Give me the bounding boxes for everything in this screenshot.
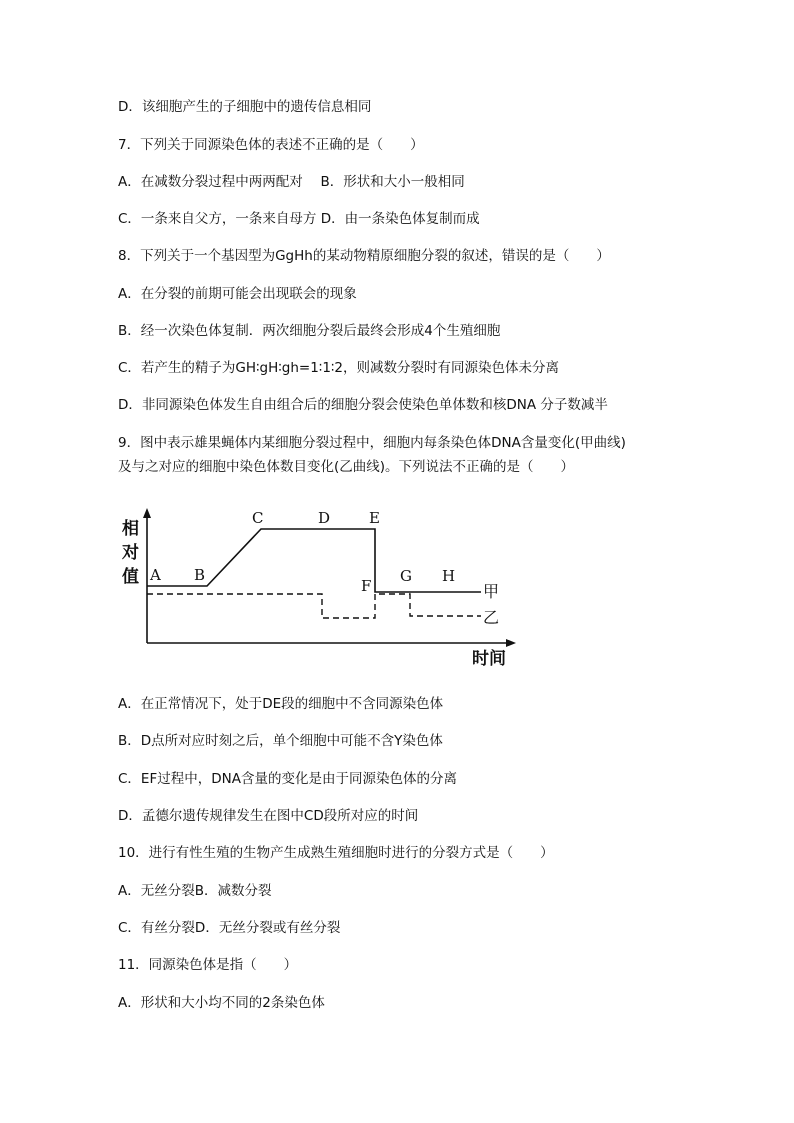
series-yi-line xyxy=(147,594,481,618)
question-8: 8．下列关于一个基因型为GgHh的某动物精原细胞分裂的叙述，错误的是（ ） xyxy=(118,248,610,264)
question-9-line2: 及与之对应的细胞中染色体数目变化(乙曲线)。下列说法不正确的是（ ） xyxy=(118,459,575,475)
series-label-yi: 乙 xyxy=(483,608,500,627)
options-10cd: C．有丝分裂D．无丝分裂或有丝分裂 xyxy=(118,920,341,936)
y-axis-arrow xyxy=(143,508,151,518)
point-label-g: G xyxy=(400,567,412,585)
option-9a: A．在正常情况下，处于DE段的细胞中不含同源染色体 xyxy=(118,696,444,712)
options-7cd: C．一条来自父方，一条来自母方 D．由一条染色体复制而成 xyxy=(118,211,480,227)
option-8c: C．若产生的精子为GH∶gH∶gh=1∶1∶2，则减数分裂时有同源染色体未分离 xyxy=(118,360,560,376)
option-9c: C．EF过程中，DNA含量的变化是由于同源染色体的分离 xyxy=(118,771,457,787)
option-8d: D．非同源染色体发生自由组合后的细胞分裂会使染色单体数和核DNA 分子数减半 xyxy=(118,397,608,413)
point-label-b: B xyxy=(194,566,206,584)
question-11: 11．同源染色体是指（ ） xyxy=(118,957,298,973)
question-10: 10．进行有性生殖的生物产生成熟生殖细胞时进行的分裂方式是（ ） xyxy=(118,845,554,861)
ylabel-char-2: 对 xyxy=(122,543,139,563)
point-label-d: D xyxy=(318,509,331,527)
x-axis-arrow xyxy=(506,639,516,647)
question-9-line1: 9．图中表示雄果蝇体内某细胞分裂过程中，细胞内每条染色体DNA含量变化(甲曲线) xyxy=(118,435,626,451)
question-7: 7．下列关于同源染色体的表述不正确的是（ ） xyxy=(118,137,424,153)
xlabel: 时间 xyxy=(472,649,506,669)
options-10ab: A．无丝分裂B．减数分裂 xyxy=(118,883,272,899)
point-label-f: F xyxy=(361,577,372,595)
series-label-jia: 甲 xyxy=(483,582,500,601)
point-label-h: H xyxy=(442,567,456,585)
option-8b: B．经一次染色体复制．两次细胞分裂后最终会形成4个生殖细胞 xyxy=(118,323,501,339)
options-7ab: A．在减数分裂过程中两两配对 B．形状和大小一般相同 xyxy=(118,174,465,190)
option-6d: D．该细胞产生的子细胞中的遗传信息相同 xyxy=(118,99,372,115)
ylabel-char-1: 相 xyxy=(122,519,139,539)
chromosome-dna-graph xyxy=(110,500,530,670)
option-9d: D．孟德尔遗传规律发生在图中CD段所对应的时间 xyxy=(118,808,419,824)
ylabel-char-3: 值 xyxy=(122,567,139,587)
option-11a: A．形状和大小均不同的2条染色体 xyxy=(118,995,325,1011)
option-8a: A．在分裂的前期可能会出现联会的现象 xyxy=(118,286,357,302)
option-9b: B．D点所对应时刻之后，单个细胞中可能不含Y染色体 xyxy=(118,733,443,749)
point-label-c: C xyxy=(252,509,264,527)
point-label-a: A xyxy=(150,566,161,584)
point-label-e: E xyxy=(369,509,380,527)
